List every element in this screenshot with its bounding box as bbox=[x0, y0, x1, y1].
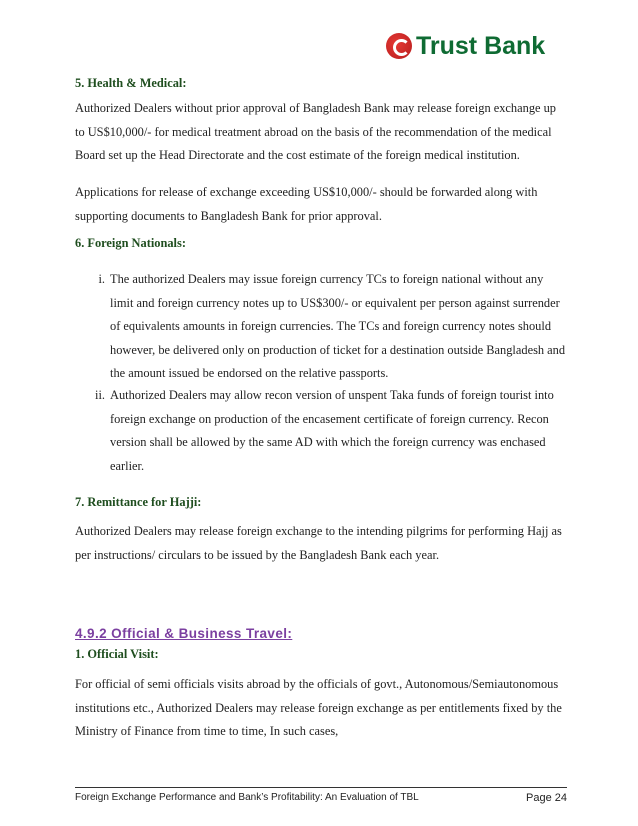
heading-remittance-hajji: 7. Remittance for Hajji: bbox=[75, 495, 202, 509]
page-footer bbox=[75, 787, 567, 804]
list-item-number: i. bbox=[98, 272, 105, 286]
paragraph-health-2: Applications for release of exchange exceeding US$10,000/- should be forwarded along with supporting documents to Bangladesh Bank for prior approval. bbox=[75, 185, 538, 223]
list-item-number: ii. bbox=[95, 388, 105, 402]
heading-official-visit: 1. Official Visit: bbox=[75, 647, 159, 661]
heading-health-medical: 5. Health & Medical: bbox=[75, 76, 187, 90]
trust-bank-logo-icon bbox=[386, 33, 412, 59]
page-number: Page 24 bbox=[526, 792, 567, 804]
paragraph-hajji: Authorized Dealers may release foreign exchange to the intending pilgrims for performing Hajj as per instructions/ circulars to be issued by the Bangladesh Bank each year. bbox=[75, 524, 562, 562]
logo-text: Trust Bank bbox=[416, 31, 546, 60]
heading-foreign-nationals: 6. Foreign Nationals: bbox=[75, 236, 186, 250]
list-item-text: Authorized Dealers may allow recon version of unspent Taka funds of foreign tourist into foreign exchange on production of the encasement certificate of foreign currency. Recon version shall be allowed by the same AD with which the foreign currency was enchased earlier. bbox=[110, 388, 554, 473]
bank-logo bbox=[386, 30, 545, 62]
list-item-text: The authorized Dealers may issue foreign currency TCs to foreign national without any limit and foreign currency notes up to US$300/- or equivalent per person against surrender of equivalents amounts in foreign currencies. The TCs and foreign currency notes should however, be delivered only on production of ticket for a destination outside Bangladesh and the amount issued be endorsed on the relative passports. bbox=[110, 272, 566, 380]
section-title-official-business-travel: 4.9.2 Official & Business Travel: bbox=[75, 625, 293, 641]
footer-title: Foreign Exchange Performance and Bank’s Profitability: An Evaluation of TBL bbox=[75, 792, 419, 803]
paragraph-health-1: Authorized Dealers without prior approval of Bangladesh Bank may release foreign exchange up to US$10,000/- for medical treatment abroad on the basis of the recommendation of the medical Board set up the Head Directorate and the cost estimate of the foreign medical institution. bbox=[75, 101, 557, 162]
paragraph-official-visit: For official of semi officials visits abroad by the officials of govt., Autonomous/Semiautonomous institutions etc., Authorized Dealers may release foreign exchange as per entitlements fixed by the Ministry of Finance from time to time, In such cases, bbox=[75, 677, 562, 738]
